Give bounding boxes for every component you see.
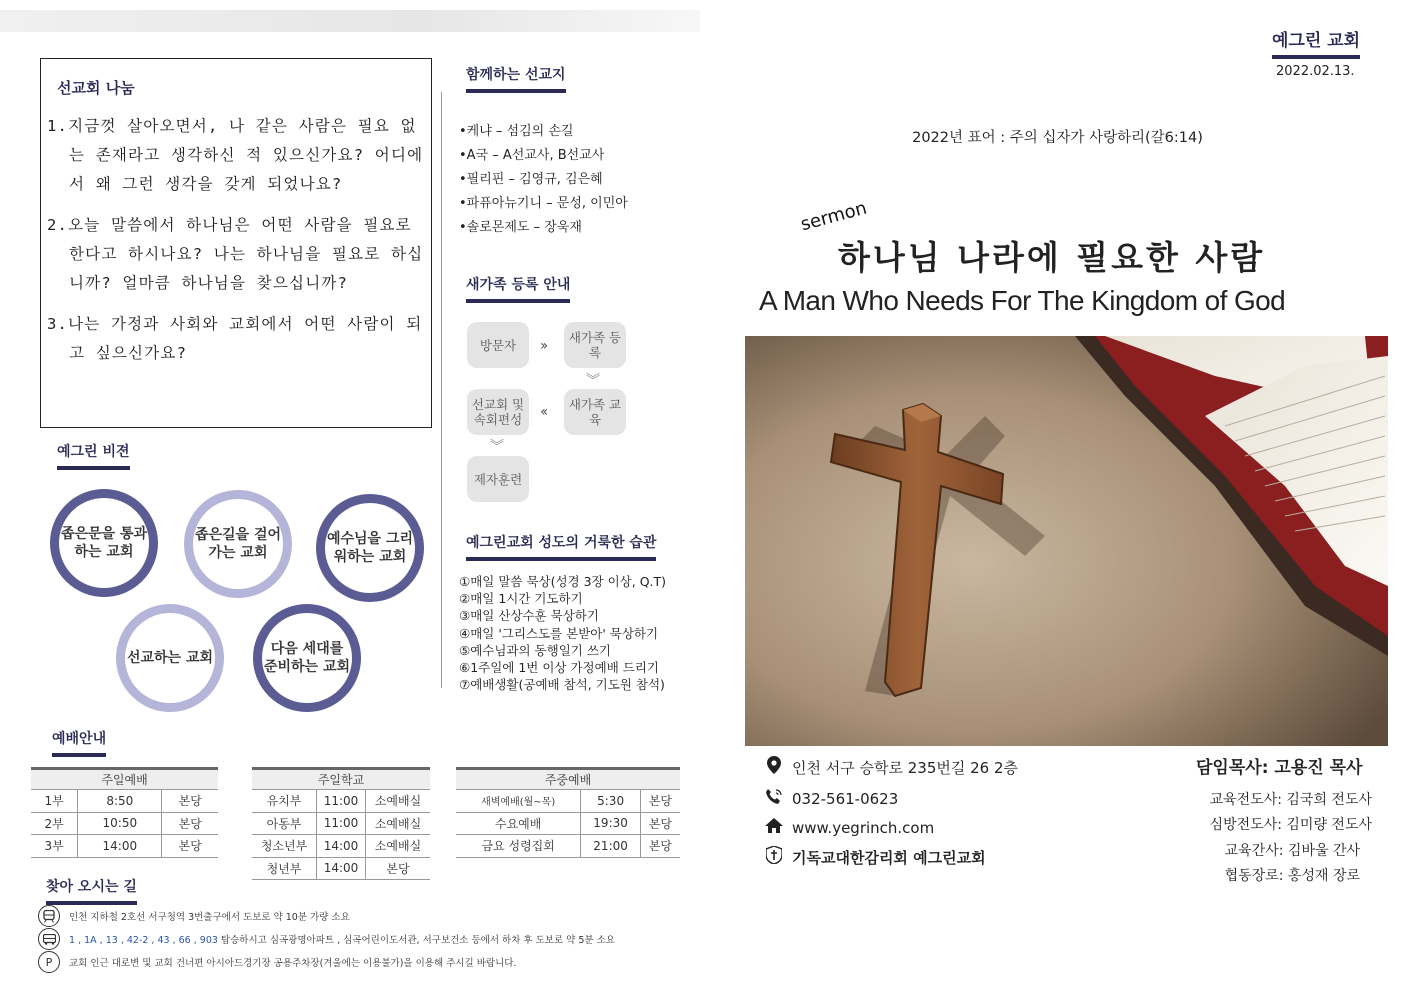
vision-circle-4: 선교하는 교회 [116,604,224,712]
habit-item: ⑦예배생활(공예배 참석, 기도원 참석) [459,677,665,693]
weekday-worship-table [456,767,680,858]
missionaries-title: 함께하는 선교지 [466,64,566,93]
staff-1: 교육전도사: 김국희 전도사 [1209,792,1372,808]
missionary-item: •A국 – A선교사, B선교사 [459,148,605,163]
table-header: 주중예배 [456,769,680,790]
missionary-item: •필리핀 – 김영규, 김은혜 [459,172,603,187]
sharing-box [40,58,432,428]
direction-bus [38,928,615,950]
vision-circle-2: 좁은길을 걸어가는 교회 [184,490,292,598]
sunday-school-table [252,767,430,880]
table-cell: 8:50 [78,790,162,813]
address-row [764,756,1018,778]
flow-group: 선교회 및 속회편성 [467,389,529,435]
top-shading-bar [0,10,700,32]
website-text[interactable]: www.yegrinch.com [792,818,935,837]
sermon-label: sermon [798,197,870,236]
table-cell: 14:00 [317,857,366,880]
table-cell: 본당 [640,790,680,813]
table-cell: 1부 [31,790,78,813]
table-cell: 11:00 [317,812,366,835]
table-cell: 아동부 [252,812,317,835]
habit-item: ④매일 '그리스도를 본받아' 묵상하기 [459,625,659,641]
address-text: 인천 서구 승학로 235번길 26 2층 [792,758,1019,777]
phone-icon [764,788,784,810]
sharing-question-3: 3.나는 가정과 사회와 교회에서 어떤 사람이 되고 싶으신가요? [47,315,423,362]
table-row [252,790,430,813]
column-divider [441,92,442,688]
phone-row [764,788,898,810]
bus-icon [38,928,60,950]
sunday-worship-table [31,767,218,858]
table-row [252,857,430,880]
website-row [764,818,934,837]
table-cell: 11:00 [317,790,366,813]
methodist-emblem-icon [764,846,784,868]
table-cell: 10:50 [78,812,162,835]
subway-text: 인천 지하철 2호선 서구청역 3번출구에서 도보로 약 10분 가량 소요 [69,912,350,923]
table-cell: 본당 [365,857,430,880]
sharing-question-1: 1.지금껏 살아오면서, 나 같은 사람은 필요 없는 존재라고 생각하신 적 있으신가요? 어디에서 왜 그런 생각을 갖게 되었나요? [47,117,424,193]
table-cell: 본당 [640,835,680,858]
bus-text: 탑승하시고 심곡광명아파트 , 심곡어린이도서관, 서구보건소 등에서 하차 후 도보로 약 5분 소요 [217,935,615,946]
parking-text: 교회 인근 대로변 및 교회 건너편 아시아드경기장 공용주차장(겨울에는 이용불가)을 이용해 주시길 바랍니다. [69,958,517,969]
subway-icon [38,905,60,927]
table-cell: 14:00 [317,835,366,858]
table-row [252,812,430,835]
bulletin-date: 2022.02.13. [1276,64,1355,79]
flow-education: 새가족 교육 [564,389,626,435]
sermon-title-english: A Man Who Needs For The Kingdom of God [759,285,1286,316]
table-cell: 금요 성령집회 [456,835,581,858]
yearly-motto: 2022년 표어 : 주의 십자가 사랑하리(갈6:14) [912,130,1203,146]
missionary-item: •파퓨아뉴기니 – 문성, 이민아 [459,196,628,211]
table-header: 주일학교 [252,769,430,790]
table-header: 주일예배 [31,769,218,790]
table-row [31,812,218,835]
habits-list [459,573,666,693]
table-cell: 청년부 [252,857,317,880]
table-cell: 수요예배 [456,812,581,835]
home-icon [764,818,784,837]
parking-icon: P [38,951,60,973]
bus-numbers: 1 , 1A , 13 , 42-2 , 43 , 66 , 903 [69,935,218,946]
denomination-row [764,846,986,868]
phone-text: 032-561-0623 [792,790,899,808]
flow-arrow-right: ›› [540,338,546,354]
table-cell: 19:30 [581,812,641,835]
table-cell: 14:00 [78,835,162,858]
habit-item: ⑥1주일에 1번 이상 가정예배 드리기 [459,660,659,676]
flow-arrow-left: ‹‹ [540,404,546,420]
table-cell: 본당 [162,812,218,835]
vision-circle-1: 좁은문을 통과하는 교회 [50,489,158,597]
table-cell: 2부 [31,812,78,835]
table-row [31,835,218,858]
yearly-motto-wrap [0,126,1403,147]
table-cell: 유치부 [252,790,317,813]
denomination-text: 기독교대한감리회 예그린교회 [792,848,986,867]
flow-arrow-down: ︾ [586,373,600,389]
vision-circle-5: 다음 세대를 준비하는 교회 [253,604,361,712]
table-row [456,790,680,813]
vision-circle-3: 예수님을 그리워하는 교회 [316,494,424,602]
habit-item: ①매일 말씀 묵상(성경 3장 이상, Q.T) [459,574,667,589]
table-cell: 소예배실 [365,835,430,858]
flow-arrow-down-2: ︾ [490,439,504,455]
table-cell: 소예배실 [365,812,430,835]
habit-item: ③매일 산상수훈 묵상하기 [459,608,599,624]
table-cell: 본당 [162,790,218,813]
table-cell: 청소년부 [252,835,317,858]
table-cell: 새벽예배(월~목) [456,790,581,813]
newfamily-title: 새가족 등록 안내 [466,274,570,303]
habit-item: ⑤예수님과의 동행일기 쓰기 [459,642,611,658]
table-row [31,790,218,813]
staff-3: 교육간사: 김바울 간사 [1224,843,1360,859]
sharing-question-2: 2.오늘 말씀에서 하나님은 어떤 사람을 필요로 한다고 하시나요? 나는 하나님을 필요로 하십니까? 얼마큼 하나님을 찾으십니까? [47,216,424,292]
map-pin-icon [764,756,784,778]
sermon-title-korean: 하나님 나라에 필요한 사람 [838,238,1266,277]
flow-visitor: 방문자 [467,322,529,368]
table-cell: 본당 [640,812,680,835]
missionary-item: •솔로몬제도 – 장욱재 [459,220,582,235]
flow-discipleship: 제자훈련 [467,456,529,502]
table-cell: 21:00 [581,835,641,858]
flow-register: 새가족 등록 [564,322,626,368]
staff-4: 협동장로: 홍성재 장로 [1224,868,1360,884]
cross-bible-photo [745,336,1388,746]
direction-parking [38,951,516,973]
vision-title: 예그린 비젼 [57,441,130,470]
missionary-item: •케냐 – 섬김의 손길 [459,124,574,139]
habit-item: ②매일 1시간 기도하기 [459,591,583,607]
direction-subway [38,905,350,927]
table-row [456,835,680,858]
worship-title: 예배안내 [52,728,106,757]
senior-pastor: 담임목사: 고용진 목사 [1196,758,1363,778]
church-name-header: 예그린 교회 [1272,26,1360,59]
table-cell: 소예배실 [365,790,430,813]
habits-title: 예그린교회 성도의 거룩한 습관 [466,532,656,561]
staff-2: 심방전도사: 김미량 전도사 [1209,817,1372,833]
directions-title: 찾아 오시는 길 [46,876,137,905]
table-cell: 3부 [31,835,78,858]
sharing-title: 선교회 나눔 [57,79,135,97]
table-row [456,812,680,835]
table-cell: 5:30 [581,790,641,813]
table-cell: 본당 [162,835,218,858]
table-row [252,835,430,858]
